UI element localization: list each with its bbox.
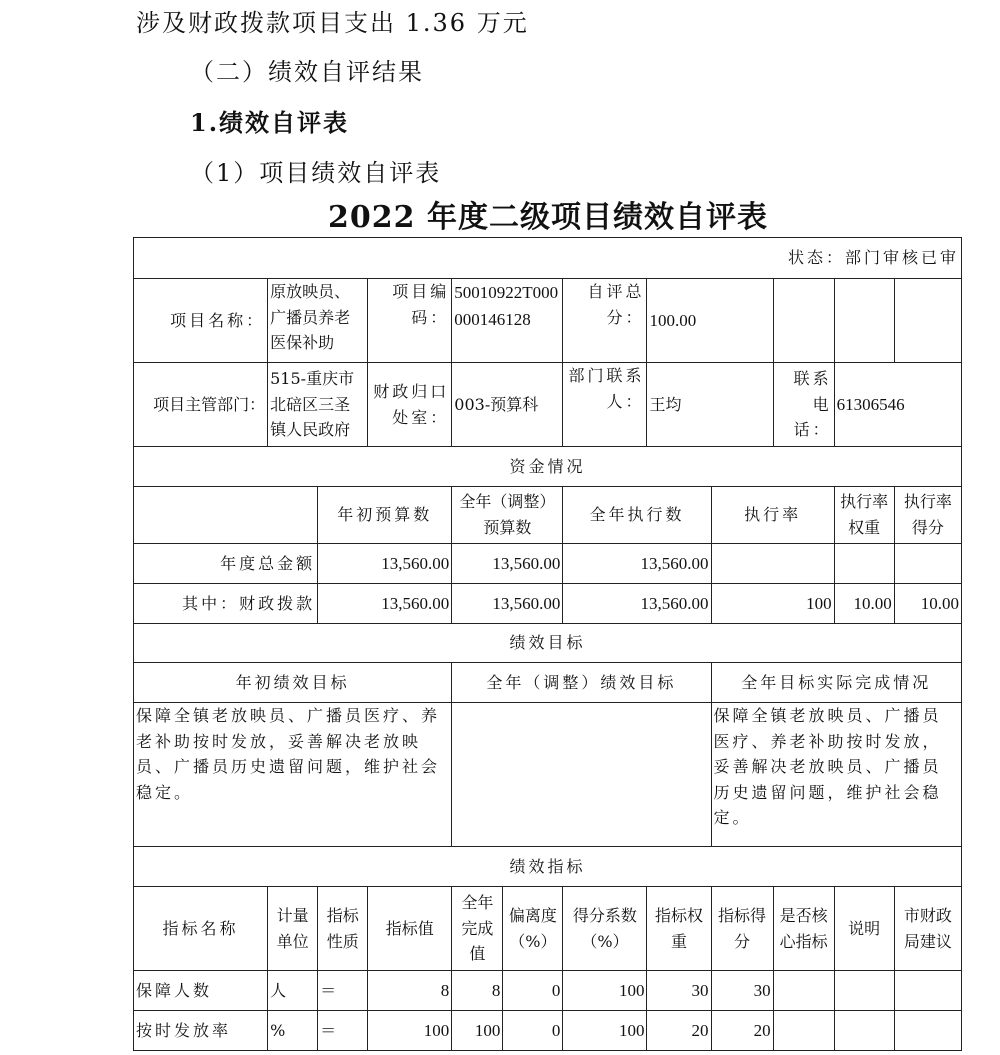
indicator-actual: 8 [452,971,503,1011]
funds-row-weight: 10.00 [834,584,894,624]
indicator-weight: 20 [647,1011,711,1051]
indicator-note [834,971,894,1011]
indicator-header-score: 指标得分 [711,887,773,971]
goals-header-adjusted: 全年（调整）绩效目标 [452,663,711,703]
indicator-coef: 100 [563,971,647,1011]
contact-label: 部门联系人： [563,363,647,447]
empty-cell [773,279,834,363]
self-score-value: 100.00 [647,279,773,363]
indicator-unit: % [268,1011,318,1051]
project-code-value: 50010922T000000146128 [452,279,563,363]
indicator-score: 30 [711,971,773,1011]
project-code-label: 项目编码： [368,279,452,363]
goals-header-initial: 年初绩效目标 [134,663,452,703]
goals-header-actual: 全年目标实际完成情况 [711,663,961,703]
funds-header-adjusted: 全年（调整）预算数 [452,487,563,544]
funds-row-label: 年度总金额 [134,544,318,584]
office-value: 003-预算科 [452,363,563,447]
indicator-name: 按时发放率 [134,1011,268,1051]
funds-row-adjusted: 13,560.00 [452,584,563,624]
funds-row-budget: 13,560.00 [318,544,452,584]
funds-row-label: 其中：财政拨款 [134,584,318,624]
indicator-advice [894,1011,961,1051]
indicator-score: 20 [711,1011,773,1051]
indicator-header-target: 指标值 [368,887,452,971]
indicator-header-actual: 全年完成值 [452,887,503,971]
contact-value: 王均 [647,363,773,447]
indicator-weight: 30 [647,971,711,1011]
indicator-deviation: 0 [503,1011,563,1051]
office-label: 财政归口处室： [368,363,452,447]
indicator-header-deviation: 偏离度（%） [503,887,563,971]
phone-label: 联系电话： [773,363,834,447]
funds-header-score: 执行率得分 [894,487,961,544]
empty-cell [134,487,318,544]
funds-row-executed: 13,560.00 [563,544,711,584]
funds-row-score [894,544,961,584]
dept-value: 515-重庆市北碚区三圣镇人民政府 [268,363,368,447]
indicator-deviation: 0 [503,971,563,1011]
indicator-header-advice: 市财政局建议 [894,887,961,971]
goals-section-title: 绩效目标 [134,624,962,663]
indicator-coef: 100 [563,1011,647,1051]
dept-label: 项目主管部门： [134,363,268,447]
indicator-target: 8 [368,971,452,1011]
indicator-header-weight: 指标权重 [647,887,711,971]
heading-project-table: （1）项目绩效自评表 [190,159,442,187]
goal-adjusted-text [452,703,711,847]
funds-row-rate: 100 [711,584,834,624]
empty-cell [894,279,961,363]
indicator-header-note: 说明 [834,887,894,971]
indicator-target: 100 [368,1011,452,1051]
status-label: 状态：部门审核已审 [134,238,962,279]
funds-header-weight: 执行率权重 [834,487,894,544]
funds-header-budget: 年初预算数 [318,487,452,544]
self-evaluation-table [133,237,962,1051]
funds-header-rate: 执行率 [711,487,834,544]
indicator-header-coef: 得分系数（%） [563,887,647,971]
indicator-unit: 人 [268,971,318,1011]
goal-initial-text: 保障全镇老放映员、广播员医疗、养老补助按时发放，妥善解决老放映员、广播员历史遗留问题，维护社会稳定。 [134,703,452,847]
funds-section-title: 资金情况 [134,447,962,487]
funds-row-budget: 13,560.00 [318,584,452,624]
funds-row-adjusted: 13,560.00 [452,544,563,584]
phone-value: 61306546 [834,363,961,447]
indicator-header-unit: 计量单位 [268,887,318,971]
empty-cell [834,279,894,363]
indicator-note [834,1011,894,1051]
goal-actual-text: 保障全镇老放映员、广播员医疗、养老补助按时发放，妥善解决老放映员、广播员历史遗留问题，维护社会稳定。 [711,703,961,847]
indicator-header-core: 是否核心指标 [773,887,834,971]
table-title: 2022 年度二级项目绩效自评表 [328,200,768,235]
indicator-advice [894,971,961,1011]
heading-self-eval-result: （二）绩效自评结果 [190,58,424,86]
indicator-header-name: 指标名称 [134,887,268,971]
indicator-core [773,971,834,1011]
funds-row-executed: 13,560.00 [563,584,711,624]
intro-line-expenditure: 涉及财政拨款项目支出 1.36 万元 [136,9,529,37]
indicator-core [773,1011,834,1051]
indicator-nature: ＝ [318,1011,368,1051]
indicator-actual: 100 [452,1011,503,1051]
project-name-label: 项目名称： [134,279,268,363]
funds-header-executed: 全年执行数 [563,487,711,544]
indicators-section-title: 绩效指标 [134,847,962,887]
heading-self-eval-table: 1.绩效自评表 [190,108,350,137]
indicator-name: 保障人数 [134,971,268,1011]
funds-row-score: 10.00 [894,584,961,624]
project-name-value: 原放映员、广播员养老医保补助 [268,279,368,363]
funds-row-rate [711,544,834,584]
indicator-header-nature: 指标性质 [318,887,368,971]
self-score-label: 自评总分： [563,279,647,363]
funds-row-weight [834,544,894,584]
indicator-nature: ＝ [318,971,368,1011]
